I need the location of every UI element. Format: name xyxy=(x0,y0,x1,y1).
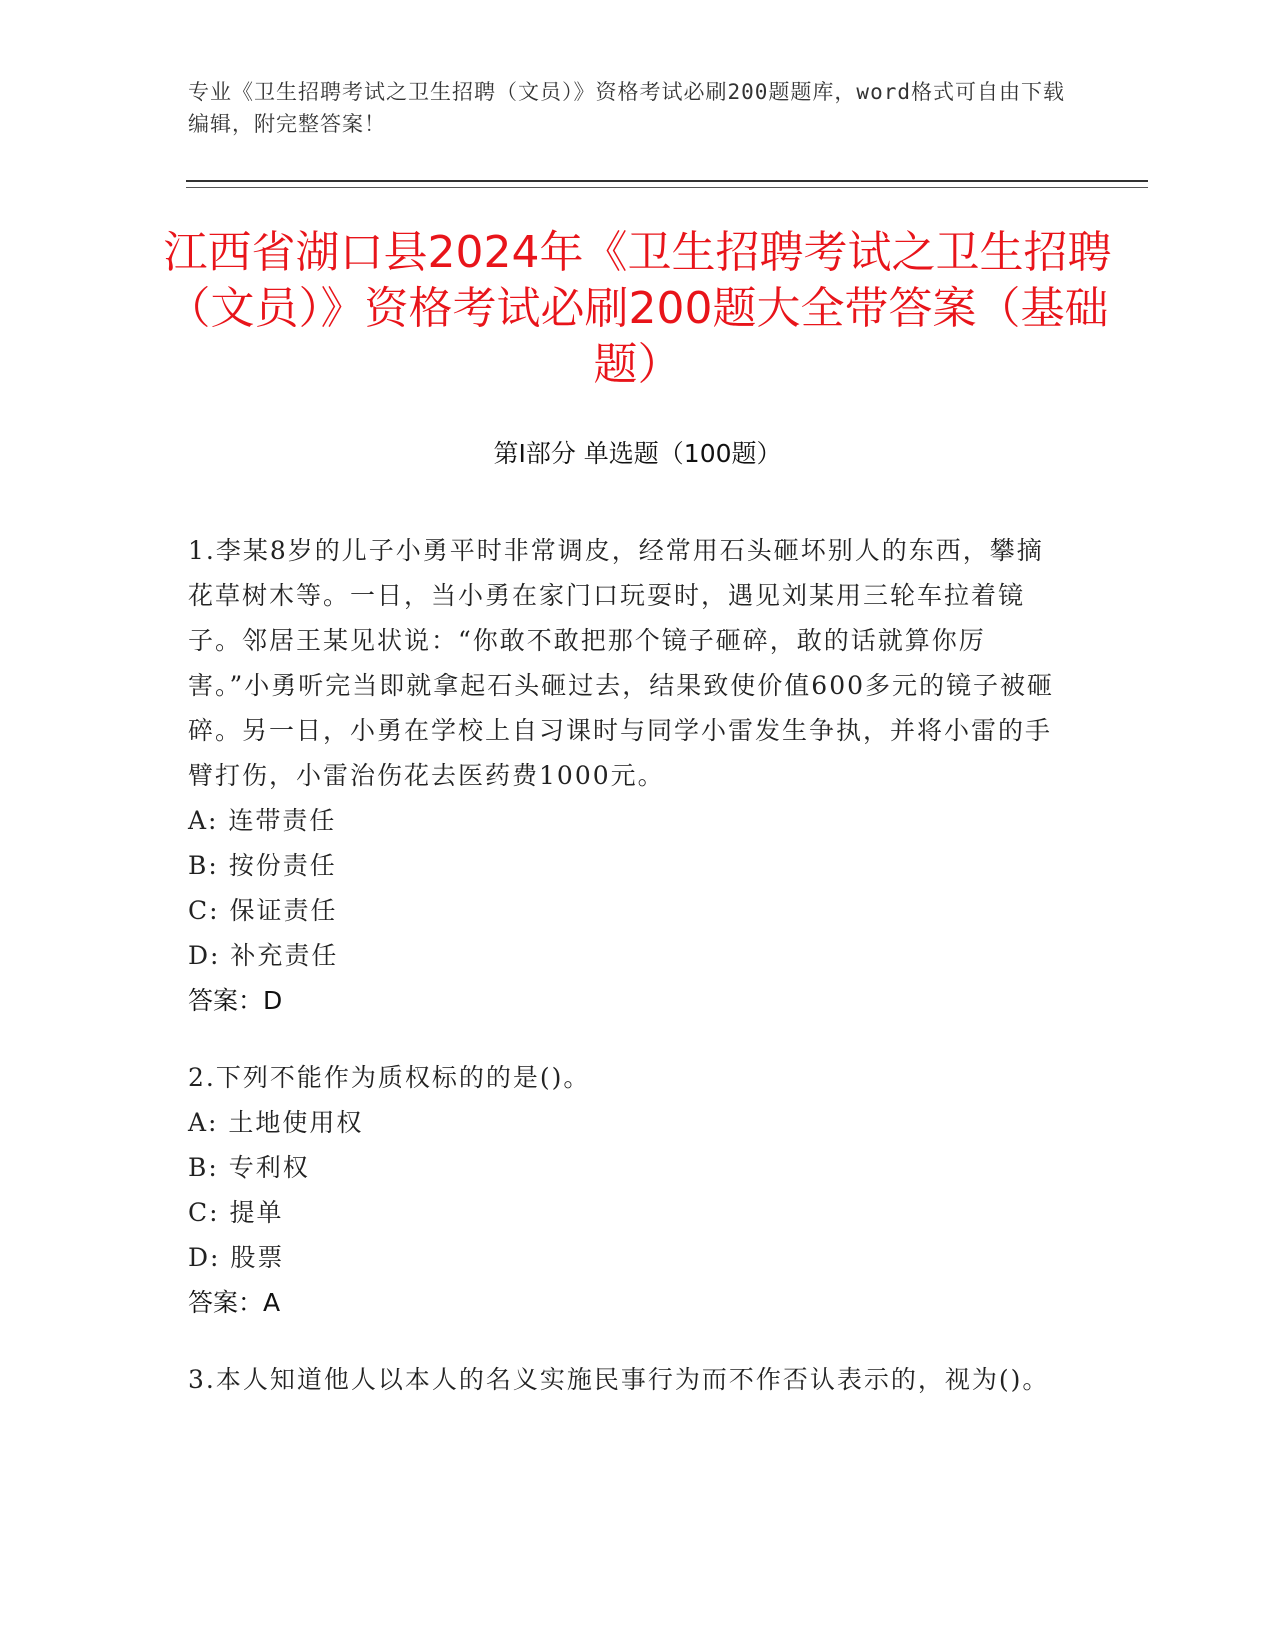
question-stem: 1.李某8岁的儿子小勇平时非常调皮，经常用石头砸坏别人的东西，攀摘花草树木等。一日，当小勇在家门口玩耍时，遇见刘某用三轮车拉着镜子。邻居王某见状说：“你敢不敢把那个镜子砸碎，敢的话就算你厉害。”小勇听完当即就拿起石头砸过去，结果致使价值600多元的镜子被砸碎。另一日，小勇在学校上自习课时与同学小雷发生争执，并将小雷的手臂打伤，小雷治伤花去医药费1000元。 xyxy=(188,536,1055,790)
question-list xyxy=(188,528,1058,1434)
question-2 xyxy=(188,1055,1058,1325)
option-b: B: 专利权 xyxy=(188,1153,310,1182)
section-heading: 第I部分 单选题（100题） xyxy=(493,439,782,468)
answer-line: 答案：A xyxy=(188,1288,281,1317)
option-a: A: 土地使用权 xyxy=(188,1108,364,1137)
question-stem: 3.本人知道他人以本人的名义实施民事行为而不作否认表示的，视为()。 xyxy=(188,1365,1050,1394)
document-title: 江西省湖口县2024年《卫生招聘考试之卫生招聘（文员）》资格考试必刷200题大全带答案（基础题） xyxy=(163,227,1112,390)
answer-line: 答案：D xyxy=(188,986,283,1015)
option-b: B: 按份责任 xyxy=(188,851,337,880)
option-d: D: 股票 xyxy=(188,1243,285,1272)
question-1 xyxy=(188,528,1058,1023)
option-c: C: 保证责任 xyxy=(188,896,338,925)
option-a: A: 连带责任 xyxy=(188,806,337,835)
header-divider-thin xyxy=(186,187,1148,188)
question-3 xyxy=(188,1357,1058,1402)
header-divider-thick xyxy=(186,180,1148,182)
header-note: 专业《卫生招聘考试之卫生招聘（文员）》资格考试必刷200题题库，word格式可自由下载编辑，附完整答案！ xyxy=(188,80,1065,136)
question-stem: 2.下列不能作为质权标的的是()。 xyxy=(188,1063,591,1092)
option-c: C: 提单 xyxy=(188,1198,284,1227)
option-d: D: 补充责任 xyxy=(188,941,339,970)
